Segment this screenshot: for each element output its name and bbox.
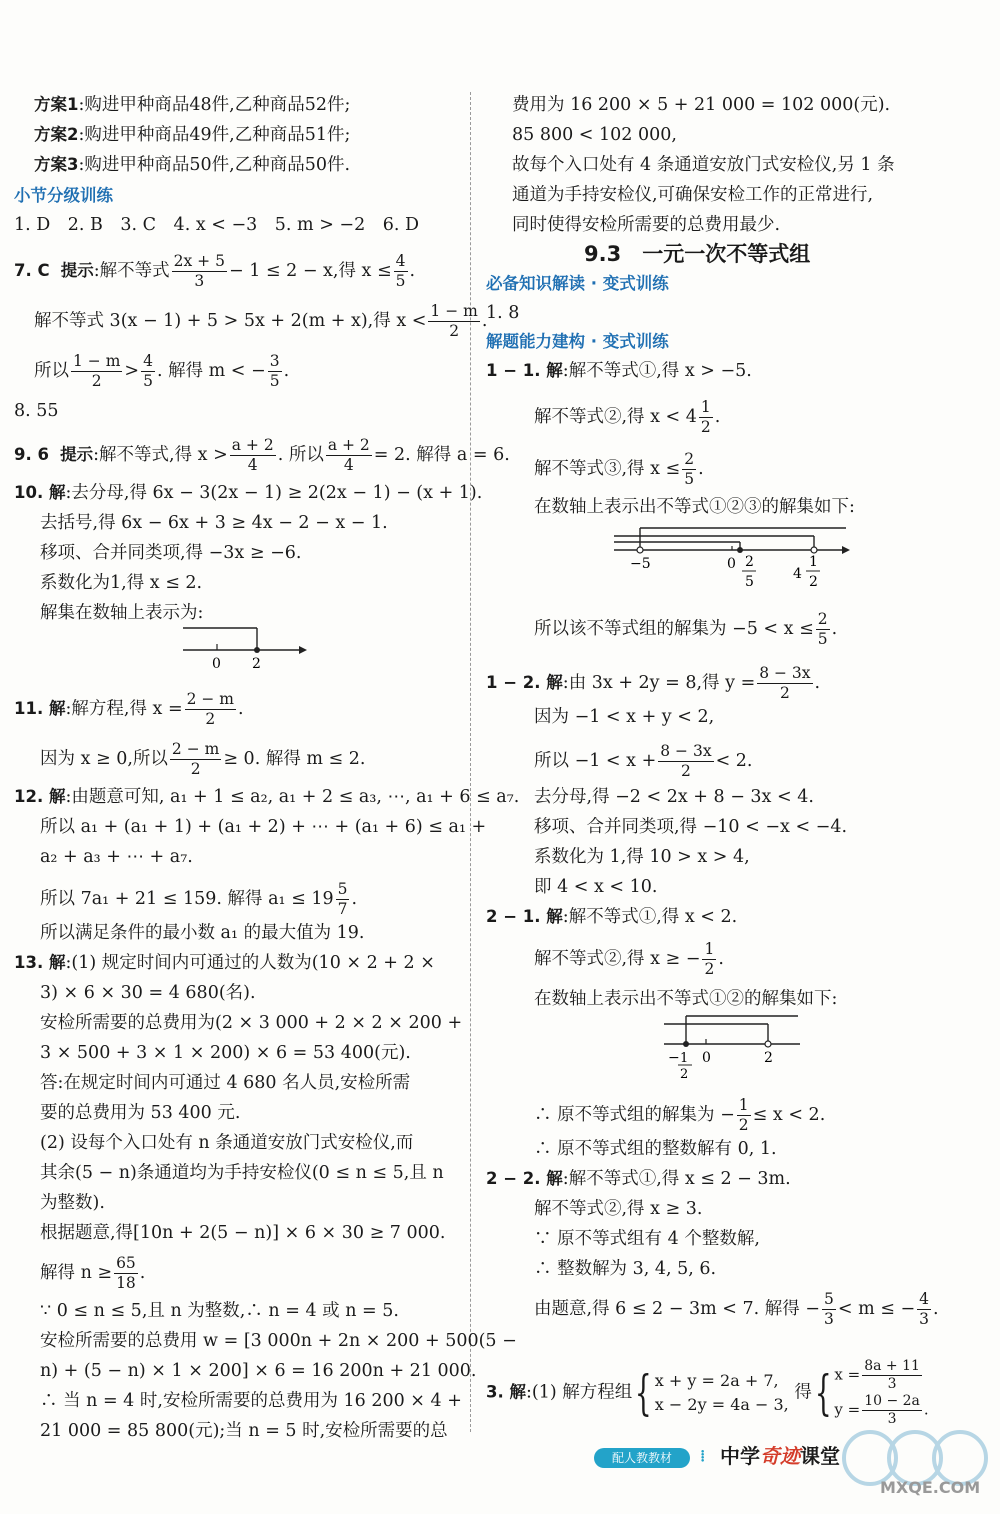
p2-2-line3: ∵ 原不等式组有 4 个整数解, [534,1229,760,1249]
p1-2-line2: 因为 −1 < x + y < 2, [534,707,715,727]
chapter-title: 9.3 一元一次不等式组 [584,242,811,266]
p1-2-line3: 所以 −1 < x + $\frac{8 - 3x}{2}$ < 2. [534,742,753,780]
q11-line1: 11. 解:解方程,得 x = $\frac{2 - m}{2}$ . [14,690,244,728]
p1-2-line4: 去分母,得 −2 < 2x + 8 − 3x < 4. [534,787,814,807]
p1-2-line7: 即 4 < x < 10. [534,877,658,897]
fraction: $\frac{1}{2}$ [700,398,711,436]
q12-line1: 12. 解:由题意可知, a₁ + 1 ≤ a₂, a₁ + 2 ≤ a₃, ⋯, a₁ + 6 ≤ a₇. [14,787,520,807]
number-line-q10 [175,622,315,670]
fraction: $\frac{1}{2}$ [704,940,715,978]
q10-line4: 系数化为1,得 x ≤ 2. [40,573,203,593]
q10-line1: 10. 解:去分母,得 6x − 3(2x − 1) ≥ 2(2x − 1) − (x + 1). [14,483,483,503]
p2-2-line4: ∴ 整数解为 3, 4, 5, 6. [534,1259,717,1279]
p3-line1: 3. 解:(1) 解方程组{ x + y = 2a + 7, x − 2y = 4a − 3, 得{ x = $\frac{8a + 11}{3}$ y = $\frac{10 - 2a}{3}$ . [486,1358,929,1427]
fraction: $\frac{a + 2}{4}$ [327,436,370,474]
q12-line4: 所以 7a₁ + 21 ≤ 159. 解得 a₁ ≤ 19 $\frac{5}{7}$ . [40,880,358,918]
open-dot [811,547,817,553]
solution-system: x = $\frac{8a + 11}{3}$ y = $\frac{10 - 2a}{3}$ . [834,1358,929,1427]
p2-1-line4: ∴ 原不等式组的解集为 − $\frac{1}{2}$ ≤ x < 2. [534,1096,826,1134]
column-divider [470,92,471,1432]
q13-cont-1: 费用为 16 200 × 5 + 21 000 = 102 000(元). [512,95,891,115]
fraction: $\frac{3}{5}$ [269,352,280,390]
q13-line6: 要的总费用为 53 400 元. [40,1103,241,1123]
p2-2-line2: 解不等式②,得 x ≥ 3. [534,1199,703,1219]
open-dot [637,547,643,553]
fraction: $\frac{1}{2}$ [738,1096,749,1134]
section-heading: 解题能力建构 · 变式训练 [486,332,669,351]
answer-1: 1. 8 [486,303,520,323]
fraction: $\frac{4}{3}$ [919,1290,930,1328]
fraction: $\frac{5}{3}$ [823,1290,834,1328]
fraction: $\frac{2x + 5}{3}$ [173,252,225,290]
q13-line2: 3) × 6 × 30 = 4 680(名). [40,983,256,1003]
q13-line13: 安检所需要的总费用 w = [3 000n + 2n × 200 + 500(5 − [40,1331,517,1351]
q13-line11: 解得 n ≥ $\frac{65}{18}$ . [40,1254,146,1292]
q13-cont-3: 故每个入口处有 4 条通道安放门式安检仪,另 1 条 [512,155,895,175]
q10-line2: 去括号,得 6x − 6x + 3 ≥ 4x − 2 − x − 1. [40,513,388,533]
q13-line5: 答:在规定时间内可通过 4 680 名人员,安检所需 [40,1073,411,1093]
p1-1-line4: 在数轴上表示出不等式①②③的解集如下: [534,497,855,517]
q12-line5: 所以满足条件的最小数 a₁ 的最大值为 19. [40,923,365,943]
tick-label: 2 [764,1050,773,1066]
tick-label: 1 [680,1051,689,1066]
tick-label: 0 [212,656,221,670]
q10-line3: 移项、合并同类项,得 −3x ≥ −6. [40,543,302,563]
q7-line2: 解不等式 3(x − 1) + 5 > 5x + 2(m + x),得 x < $\frac{1 - m}{2}$ . [34,302,488,340]
fraction: $\frac{5}{7}$ [337,880,348,918]
section-heading: 必备知识解读 · 变式训练 [486,274,669,293]
closed-dot [254,647,260,653]
equation-system: x + y = 2a + 7, x − 2y = 4a − 3, [654,1371,789,1414]
tick-label: 0 [727,556,736,572]
p2-1-line5: ∴ 原不等式组的整数解有 0, 1. [534,1139,777,1159]
q7-line1: 7. C 提示:解不等式 $\frac{2x + 5}{3}$ − 1 ≤ 2 − x,得 x ≤ $\frac{4}{5}$ . [14,252,416,290]
q12-line2: 所以 a₁ + (a₁ + 1) + (a₁ + 2) + ⋯ + (a₁ + 6) ≤ a₁ + [40,817,487,837]
fraction: $\frac{4}{5}$ [395,252,406,290]
tick-label: 2 [745,554,754,570]
fraction: $\frac{2 - m}{2}$ [171,740,220,778]
p2-2-line1: 2 − 2. 解:解不等式①,得 x ≤ 2 − 3m. [486,1169,791,1189]
textbook-badge: 配人教教材 [594,1448,690,1468]
q13-line15: ∴ 当 n = 4 时,安检所需要的总费用为 16 200 × 4 + [40,1391,462,1411]
separator-icon: ⁞ [700,1446,706,1465]
p2-2-line5: 由题意,得 6 ≤ 2 − 3m < 7. 解得 − $\frac{5}{3}$ < m ≤ − $\frac{4}{3}$ . [534,1290,939,1328]
q13-line9: 为整数). [40,1193,105,1213]
fraction: $\frac{4}{5}$ [143,352,153,390]
plan-label: 方案2 [34,125,79,144]
p1-1-line3: 解不等式③,得 x ≤ $\frac{2}{5}$ . [534,450,704,488]
p1-2-line6: 系数化为 1,得 10 > x > 4, [534,847,750,867]
q13-line8: 其余(5 − n)条通道均为手持安检仪(0 ≤ n ≤ 5,且 n [40,1163,444,1183]
number-line-p2-1 [660,1012,810,1082]
p2-1-line3: 在数轴上表示出不等式①②的解集如下: [534,989,838,1009]
closed-dot [683,1041,689,1047]
q13-line7: (2) 设每个入口处有 n 条通道安放门式安检仪,而 [40,1133,414,1153]
fraction: $\frac{65}{18}$ [116,1254,136,1292]
q13-line12: ∵ 0 ≤ n ≤ 5,且 n 为整数,∴ n = 4 或 n = 5. [40,1301,399,1321]
plan-2: 方案2:购进甲种商品49件,乙种商品51件; [34,125,351,145]
q11-line2: 因为 x ≥ 0,所以 $\frac{2 - m}{2}$ ≥ 0. 解得 m ≤ 2. [40,740,366,778]
tick-label: 5 [745,574,754,590]
fraction: $\frac{2}{5}$ [684,450,695,488]
answers-1-6: 1. D 2. B 3. C 4. x < −3 5. m > −2 6. D [14,215,420,235]
tick-label: 2 [252,656,261,670]
p1-2-line1: 1 − 2. 解:由 3x + 2y = 8,得 y = $\frac{8 - 3x}{2}$ . [486,664,821,702]
open-dot [765,1041,771,1047]
q13-cont-5: 同时使得安检所需要的总费用最少. [512,215,781,235]
left-brace: { [635,1365,652,1421]
q10-line5: 解集在数轴上表示为: [40,603,204,623]
p1-1-line1: 1 − 1. 解:解不等式①,得 x > −5. [486,361,752,381]
fraction: $\frac{8 - 3x}{2}$ [660,742,712,780]
q7-line3: 所以 $\frac{1 - m}{2}$ > $\frac{4}{5}$ . 解得 m < − $\frac{3}{5}$ . [34,352,290,390]
number-line-p1-1 [610,522,860,594]
p1-1-line2: 解不等式②,得 x < 4 $\frac{1}{2}$ . [534,398,721,436]
p1-1-line5: 所以该不等式组的解集为 −5 < x ≤ $\frac{2}{5}$ . [534,610,838,648]
axis-arrow [299,646,307,654]
q13-line14: n) + (5 − n) × 1 × 200] × 6 = 16 200n + 21 000. [40,1361,477,1381]
tick-label: 2 [680,1067,689,1082]
tick-label: − [668,1050,680,1066]
p2-1-line2: 解不等式②,得 x ≥ − $\frac{1}{2}$ . [534,940,724,978]
fraction: $\frac{2 - m}{2}$ [186,690,235,728]
section-heading: 小节分级训练 [14,186,113,205]
q8: 8. 55 [14,401,59,421]
fraction: $\frac{a + 2}{4}$ [231,436,274,474]
fraction: $\frac{2}{5}$ [817,610,828,648]
p2-1-line1: 2 − 1. 解:解不等式①,得 x < 2. [486,907,738,927]
q13-line16: 21 000 = 85 800(元);当 n = 5 时,安检所需要的总 [40,1421,448,1441]
fraction: $\frac{1 - m}{2}$ [430,302,478,340]
tick-label: 1 [809,554,818,570]
plan-label: 方案1 [34,95,79,114]
closed-dot [737,547,743,553]
q13-line1: 13. 解:(1) 规定时间内可通过的人数为(10 × 2 + 2 × [14,953,435,973]
plan-label: 方案3 [34,155,79,174]
left-brace: { [814,1365,832,1421]
tick-label: 2 [809,574,818,590]
tick-label: 0 [702,1050,711,1066]
q9: 9. 6 提示:解不等式,得 x > $\frac{a + 2}{4}$ . 所以 $\frac{a + 2}{4}$ = 2. 解得 a = 6. [14,436,510,474]
q13-cont-2: 85 800 < 102 000, [512,125,677,145]
p1-2-line5: 移项、合并同类项,得 −10 < −x < −4. [534,817,848,837]
brand-logo: 中学奇迹课堂 [720,1444,840,1468]
fraction: $\frac{8 - 3x}{2}$ [759,664,811,702]
q13-line10: 根据题意,得[10n + 2(5 − n)] × 6 × 30 ≥ 7 000. [40,1223,446,1243]
fraction: $\frac{1 - m}{2}$ [73,352,121,390]
q13-line4: 3 × 500 + 3 × 1 × 200) × 6 = 53 400(元). [40,1043,411,1063]
q13-cont-4: 通道为手持安检仪,可确保安检工作的正常进行, [512,185,874,205]
q12-line3: a₂ + a₃ + ⋯ + a₇. [40,847,193,867]
q13-line3: 安检所需要的总费用为(2 × 3 000 + 2 × 2 × 200 + [40,1013,463,1033]
tick-label: −5 [630,556,651,572]
tick-label: 4 [793,566,802,582]
plan-3: 方案3:购进甲种商品50件,乙种商品50件. [34,155,351,175]
axis-arrow [842,546,850,554]
watermark-text: MXQE.COM [880,1478,981,1497]
plan-1: 方案1:购进甲种商品48件,乙种商品52件; [34,95,351,115]
